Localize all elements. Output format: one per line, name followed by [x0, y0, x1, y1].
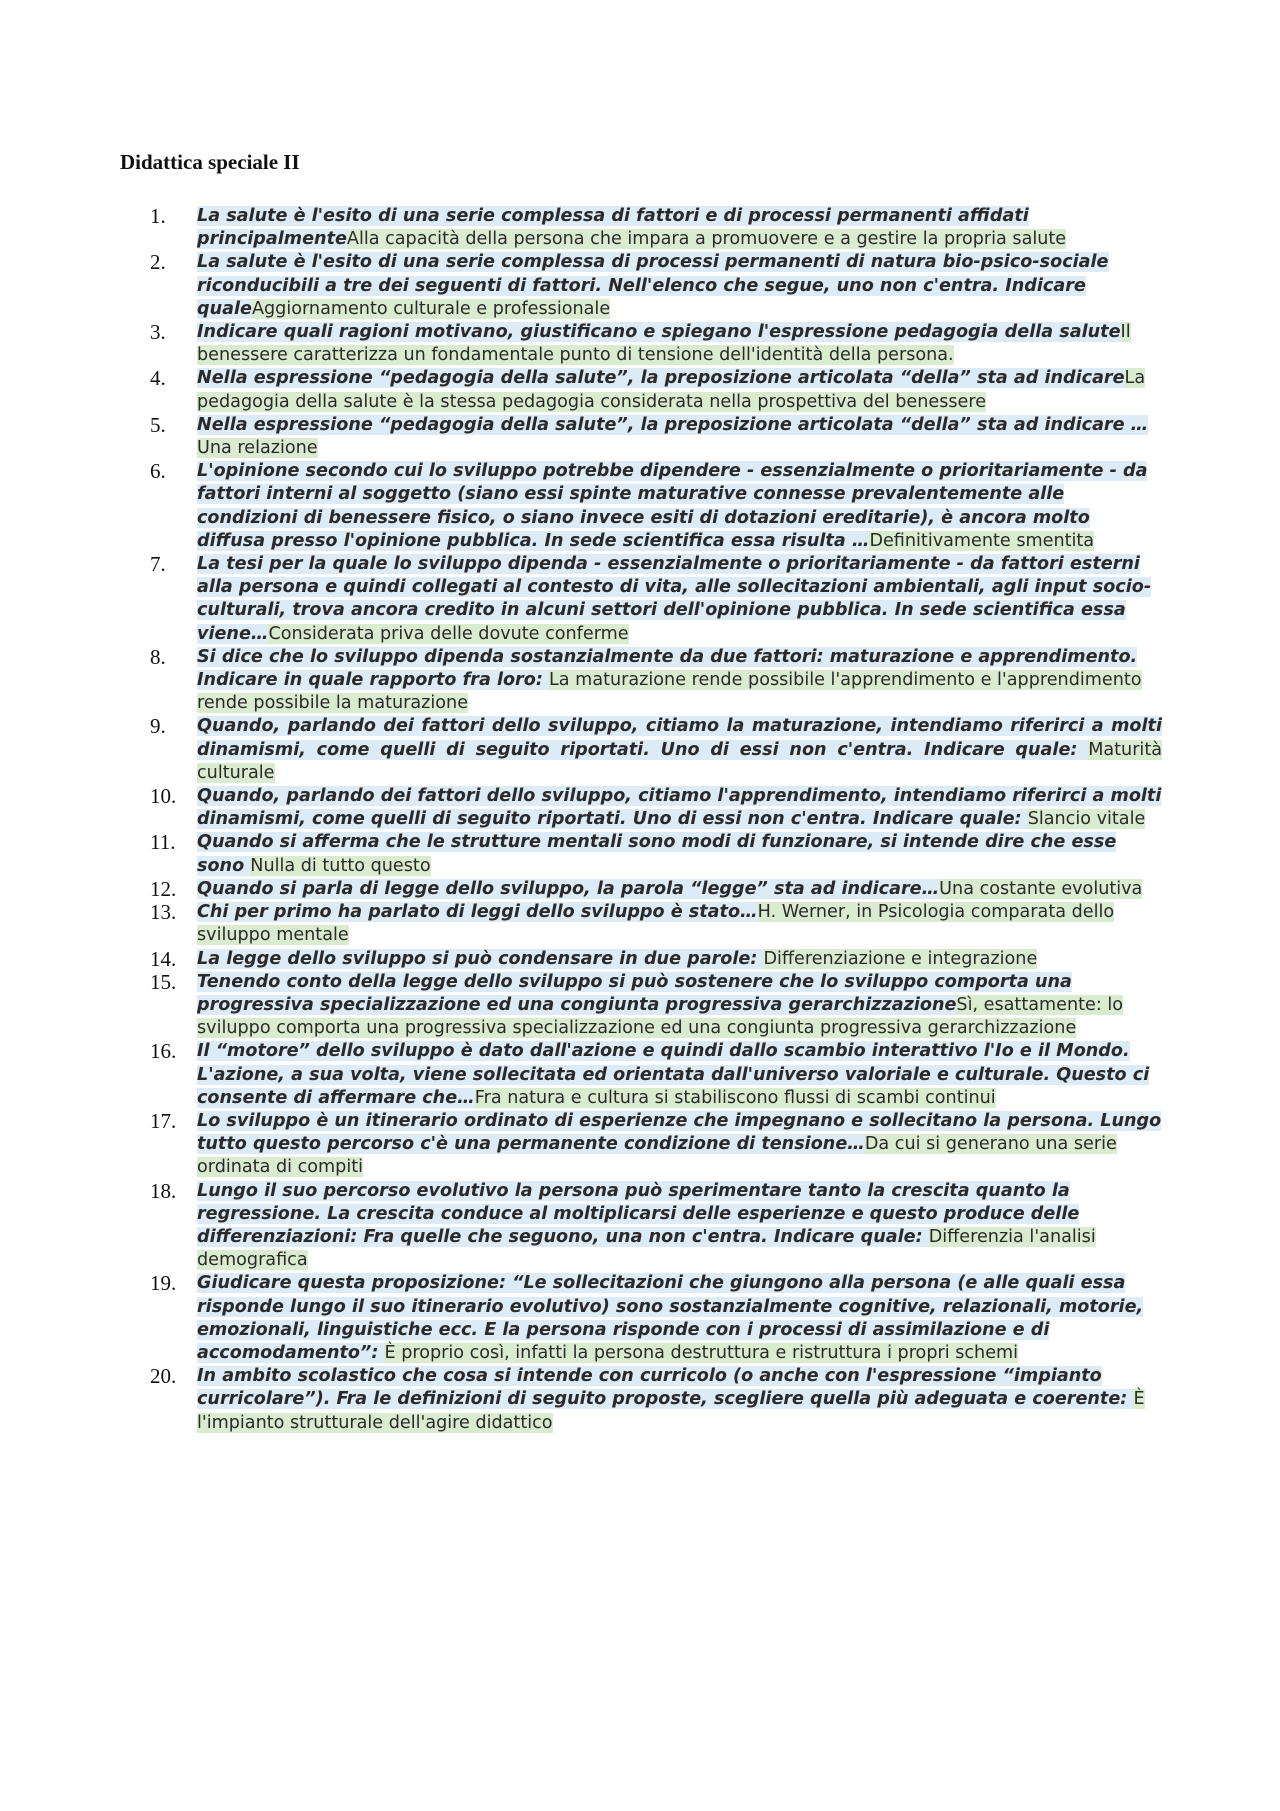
- question-text: La salute è l'esito di una serie complessa di fattori e di processi permanenti affidati principalmente: [197, 206, 1029, 250]
- question-text: Quando si parla di legge dello sviluppo, la parola “legge” sta ad indicare…: [197, 878, 940, 899]
- item-number: 17.: [150, 1108, 177, 1133]
- question-text: La tesi per la quale lo sviluppo dipenda - essenzialmente o prioritariamente - da fattori esterni alla persona e quindi collegati al contesto di vita, alle sollecitazioni ambientali, agli input socio-culturali, trova ancora credito in alcuni settori dell'opinione pubblica. In sede scientifica essa viene…: [197, 554, 1152, 644]
- question-list: [0, 205, 1280, 1435]
- answer-text: È proprio così, infatti la persona destruttura e ristruttura i propri schemi: [384, 1342, 1019, 1363]
- list-item: [0, 1272, 1162, 1365]
- question-text: Si dice che lo sviluppo dipenda sostanzialmente da due fattori: maturazione e apprendimento. Indicare in quale rapporto fra loro:: [197, 646, 1138, 691]
- question-text: In ambito scolastico che cosa si intende con curricolo (o anche con l'espressione “impianto curricolare”). Fra le definizioni di seguito proposte, scegliere quella più adeguata e coerente:: [197, 1366, 1134, 1410]
- question-text: Lo sviluppo è un itinerario ordinato di esperienze che impegnano e sollecitano la persona. Lungo tutto questo percorso c'è una permanente condizione di tensione…: [197, 1110, 1162, 1155]
- item-number: 12.: [150, 876, 177, 901]
- answer-text: La pedagogia della salute è la stessa pedagogia considerata nella prospettiva del benessere: [197, 368, 1146, 412]
- answer-text: Da cui si generano una serie ordinata di compiti: [197, 1134, 1117, 1178]
- answer-text: Una relazione: [197, 438, 318, 459]
- question-text: Giudicare questa proposizione: “Le sollecitazioni che giungono alla persona (e alle quali essa risponde lungo il suo itinerario evolutivo) sono sostanzialmente cognitive, relazionali, motorie, emozionali, linguistiche ecc. E la persona risponde con i processi di assimilazione e di accomodamento”:: [197, 1273, 1144, 1363]
- list-item: [0, 321, 1162, 367]
- question-text: Il “motore” dello sviluppo è dato dall'azione e quindi dallo scambio interattivo l'Io e il Mondo. L'azione, a sua volta, viene sollecitata ed orientata dall'universo valoriale e culturale. Questo ci consente di affermare che…: [197, 1041, 1150, 1108]
- list-item: [0, 901, 1162, 947]
- item-number: 2.: [150, 250, 166, 275]
- answer-text: Considerata priva delle dovute conferme: [268, 623, 629, 644]
- item-number: 1.: [150, 204, 166, 228]
- answer-text: Una costante evolutiva: [939, 878, 1143, 899]
- item-number: 7.: [150, 552, 166, 577]
- question-text: Chi per primo ha parlato di leggi dello sviluppo è stato…: [197, 902, 758, 923]
- question-text: Quando si afferma che le strutture mentali sono modi di funzionare, si intende dire che esse sono: [197, 832, 1117, 876]
- item-number: 3.: [150, 320, 166, 345]
- item-number: 13.: [150, 900, 177, 925]
- item-number: 11.: [150, 830, 176, 855]
- list-item: [0, 1365, 1162, 1435]
- answer-text: Maturità culturale: [197, 739, 1162, 783]
- answer-text: Fra natura e cultura si stabiliscono flussi di scambi continui: [474, 1087, 996, 1108]
- question-text: Lungo il suo percorso evolutivo la persona può sperimentare tanto la crescita quanto la regressione. La crescita conduce al moltiplicarsi delle esperienze e questo produce delle differenziazioni: Fra quelle che seguono, una non c'entra. Indicare quale:: [197, 1180, 1080, 1247]
- list-item: [0, 1110, 1162, 1180]
- answer-text: È l'impianto strutturale dell'agire didattico: [197, 1389, 1145, 1433]
- list-item: [0, 646, 1162, 716]
- item-number: 16.: [150, 1039, 177, 1064]
- item-number: 6.: [150, 459, 166, 484]
- list-item: [0, 414, 1162, 460]
- answer-text: Alla capacità della persona che impara a promuovere e a gestire la propria salute: [346, 229, 1067, 250]
- list-item: [0, 460, 1162, 553]
- item-number: 10.: [150, 784, 177, 809]
- item-number: 4.: [150, 366, 166, 391]
- question-text: Quando, parlando dei fattori dello sviluppo, citiamo l'apprendimento, intendiamo riferirci a molti dinamismi, come quelli di seguito riportati. Uno di essi non c'entra. Indicare quale:: [197, 786, 1162, 830]
- question-text: L'opinione secondo cui lo sviluppo potrebbe dipendere - essenzialmente o prioritariamente - da fattori interni al soggetto (siano essi spinte maturative connesse prevalentemente alle condizioni di benessere fisico, o siano invece esiti di dotazioni ereditarie), è ancora molto diffusa presso l'opinione pubblica. In sede scientifica essa risulta …: [197, 461, 1148, 551]
- answer-text: Differenzia l'analisi demografica: [197, 1226, 1096, 1271]
- answer-text: Nulla di tutto questo: [250, 855, 431, 876]
- question-text: Tenendo conto della legge dello sviluppo si può sostenere che lo sviluppo comporta una progressiva specializzazione ed una congiunta progressiva gerarchizzazione: [197, 971, 1072, 1015]
- document-title: Didattica speciale II: [120, 150, 300, 174]
- item-number: 15.: [150, 969, 177, 994]
- question-text: Nella espressione “pedagogia della salute”, la preposizione articolata “della” sta ad indicare …: [197, 414, 1149, 435]
- item-number: 19.: [150, 1271, 177, 1296]
- list-item: [0, 553, 1162, 646]
- list-item: [0, 878, 1162, 901]
- answer-text: Definitivamente smentita: [869, 530, 1095, 551]
- answer-text: Il benessere caratterizza un fondamentale punto di tensione dell'identità della persona.: [197, 322, 1131, 366]
- list-item: [0, 971, 1162, 1041]
- item-number: 18.: [150, 1178, 177, 1203]
- list-item: [0, 715, 1162, 785]
- item-number: 8.: [150, 644, 166, 669]
- question-text: Quando, parlando dei fattori dello sviluppo, citiamo la maturazione, intendiamo riferirci a molti dinamismi, come quelli di seguito riportati. Uno di essi non c'entra. Indicare quale:: [197, 716, 1162, 760]
- item-number: 5.: [150, 412, 166, 437]
- answer-text: Aggiornamento culturale e professionale: [251, 298, 611, 319]
- list-item: [0, 1180, 1162, 1273]
- list-item: [0, 831, 1162, 877]
- answer-text: H. Werner, in Psicologia comparata dello sviluppo mentale: [197, 902, 1115, 946]
- answer-text: Slancio vitale: [1027, 809, 1146, 830]
- question-text: Indicare quali ragioni motivano, giustificano e spiegano l'espressione pedagogia della salute: [197, 322, 1121, 343]
- question-text: La salute è l'esito di una serie complessa di processi permanenti di natura bio-psico-sociale riconducibili a tre dei seguenti di fattori. Nell'elenco che segue, uno non c'entra. Indicare quale: [197, 252, 1109, 319]
- list-item: [0, 785, 1162, 831]
- list-item: [0, 367, 1162, 413]
- answer-text: Differenziazione e integrazione: [763, 948, 1038, 969]
- list-item: [0, 948, 1162, 971]
- answer-text: Sì, esattamente: lo sviluppo comporta una progressiva specializzazione ed una congiunta progressiva gerarchizzazione: [197, 994, 1124, 1039]
- item-number: 9.: [150, 714, 166, 739]
- question-text: La legge dello sviluppo si può condensare in due parole:: [197, 948, 764, 969]
- list-item: [0, 1040, 1162, 1110]
- item-number: 20.: [150, 1364, 177, 1389]
- list-item: [0, 251, 1162, 321]
- item-number: 14.: [150, 946, 177, 971]
- list-item: [0, 205, 1162, 251]
- answer-text: La maturazione rende possibile l'apprendimento e l'apprendimento rende possibile la maturazione: [197, 670, 1142, 714]
- question-text: Nella espressione “pedagogia della salute”, la preposizione articolata “della” sta ad indicare: [197, 368, 1125, 389]
